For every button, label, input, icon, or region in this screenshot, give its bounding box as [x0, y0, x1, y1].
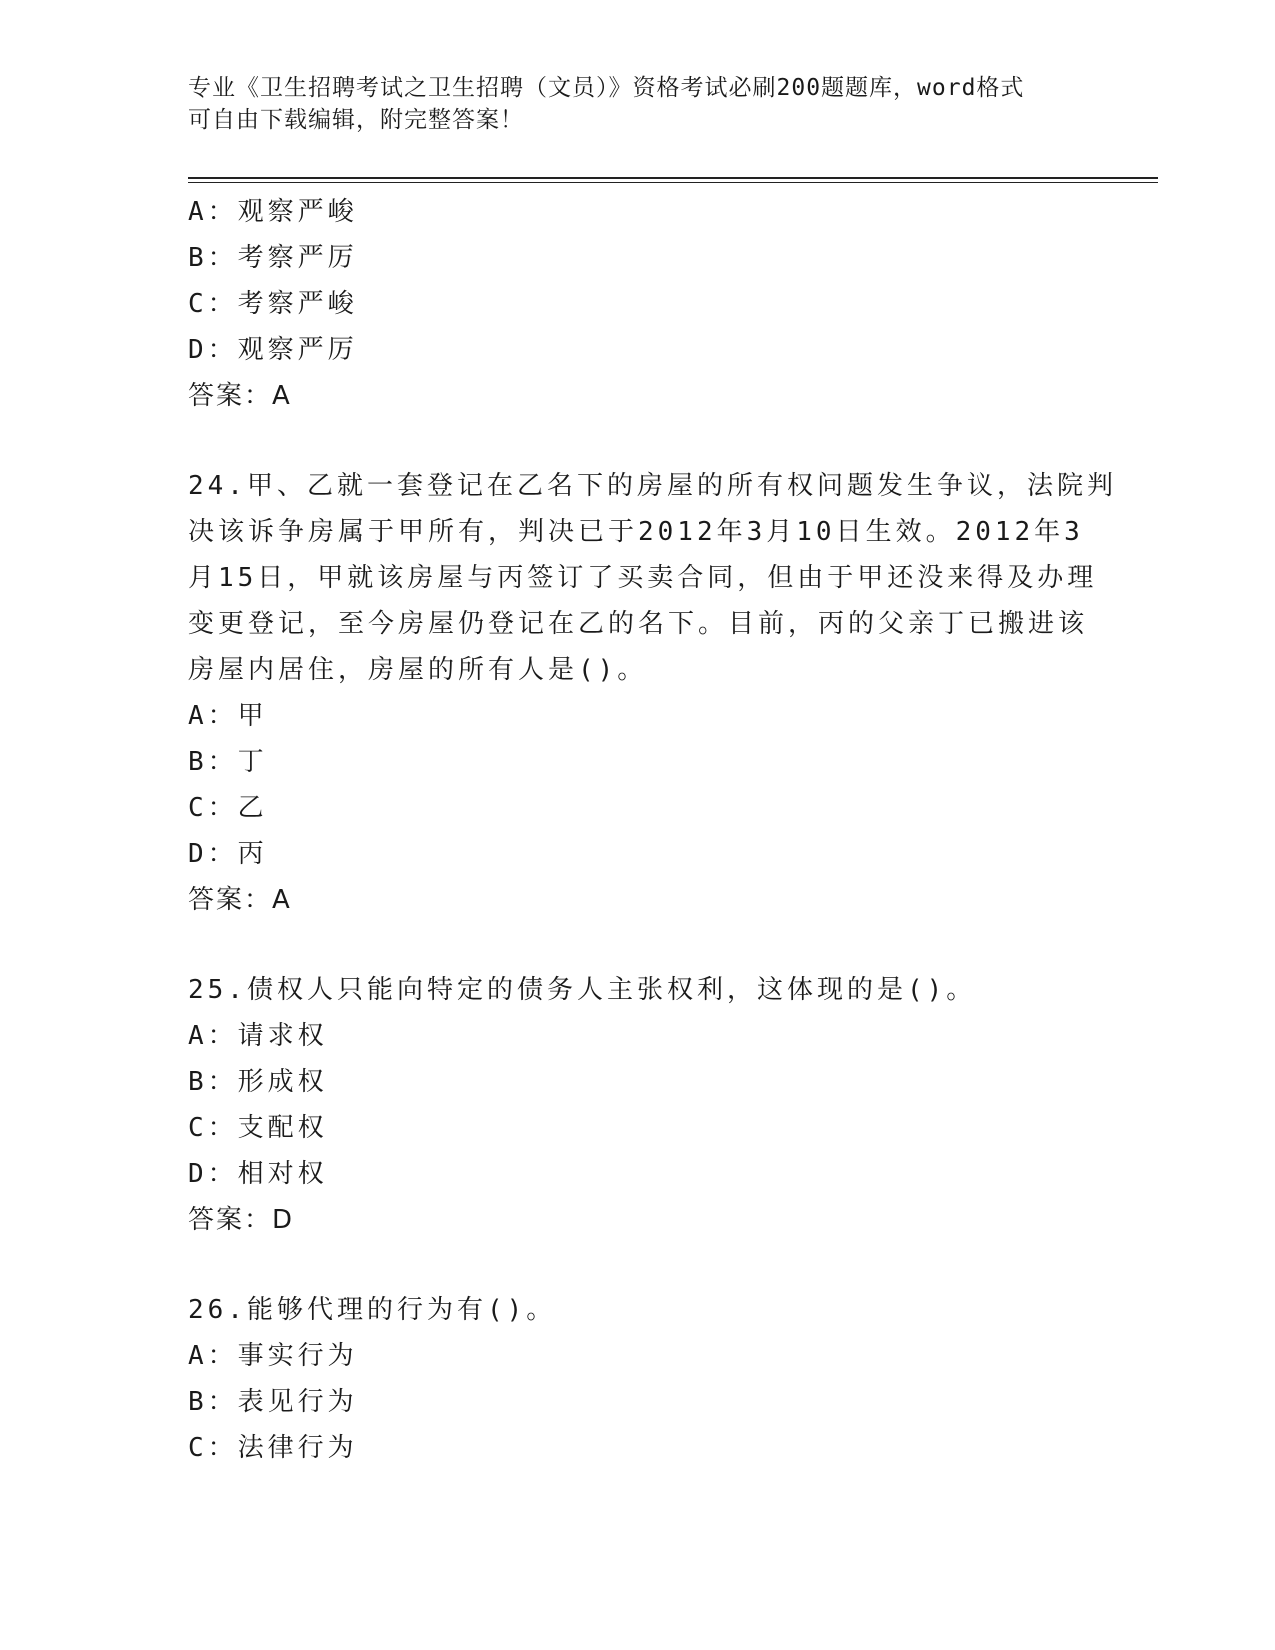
option-d: D：丙	[188, 839, 268, 869]
option-b: B：表见行为	[188, 1387, 358, 1417]
block-spacer	[188, 1243, 1088, 1287]
question-list	[188, 189, 1117, 1471]
question-line: 月15日，甲就该房屋与丙签订了买卖合同，但由于甲还没来得及办理	[188, 563, 1098, 593]
option-a: A：甲	[188, 701, 268, 731]
header-line-2: 可自由下载编辑，附完整答案！	[188, 107, 524, 133]
question-line: 25.债权人只能向特定的债务人主张权利，这体现的是()。	[188, 975, 977, 1005]
option-b: B：形成权	[188, 1067, 328, 1097]
question-line: 房屋内居住，房屋的所有人是()。	[188, 655, 648, 685]
option-a: A：事实行为	[188, 1341, 358, 1371]
question-line: 变更登记，至今房屋仍登记在乙的名下。目前，丙的父亲丁已搬进该	[188, 609, 1089, 639]
question-block	[188, 463, 1117, 923]
question-text	[188, 967, 1088, 1013]
block-spacer	[188, 923, 1088, 967]
option-d: D：相对权	[188, 1159, 328, 1189]
question-line: 24.甲、乙就一套登记在乙名下的房屋的所有权问题发生争议，法院判	[188, 471, 1117, 501]
option-a: A：请求权	[188, 1021, 328, 1051]
header-line-1: 专业《卫生招聘考试之卫生招聘（文员）》资格考试必刷200题题库，word格式	[188, 75, 1025, 101]
option-b: B：考察严厉	[188, 243, 358, 273]
option-c: C：法律行为	[188, 1433, 358, 1463]
option-c: C：乙	[188, 793, 268, 823]
option-c: C：考察严峻	[188, 289, 358, 319]
question-text	[188, 1287, 1088, 1333]
header-rule-thick	[188, 177, 1158, 179]
question-text	[188, 463, 1117, 693]
answer-line: 答案：A	[188, 885, 292, 915]
document-header	[188, 72, 1088, 136]
question-block	[188, 1287, 1088, 1471]
header-rule-thin	[188, 182, 1158, 183]
answer-line: 答案：D	[188, 1205, 295, 1235]
answer-line: 答案：A	[188, 381, 292, 411]
option-c: C：支配权	[188, 1113, 328, 1143]
option-b: B：丁	[188, 747, 268, 777]
option-a: A：观察严峻	[188, 197, 358, 227]
option-d: D：观察严厉	[188, 335, 358, 365]
question-line: 26.能够代理的行为有()。	[188, 1295, 557, 1325]
question-line: 决该诉争房属于甲所有，判决已于2012年3月10日生效。2012年3	[188, 517, 1084, 547]
block-spacer	[188, 419, 1088, 463]
question-block	[188, 967, 1088, 1243]
question-block	[188, 189, 1088, 419]
